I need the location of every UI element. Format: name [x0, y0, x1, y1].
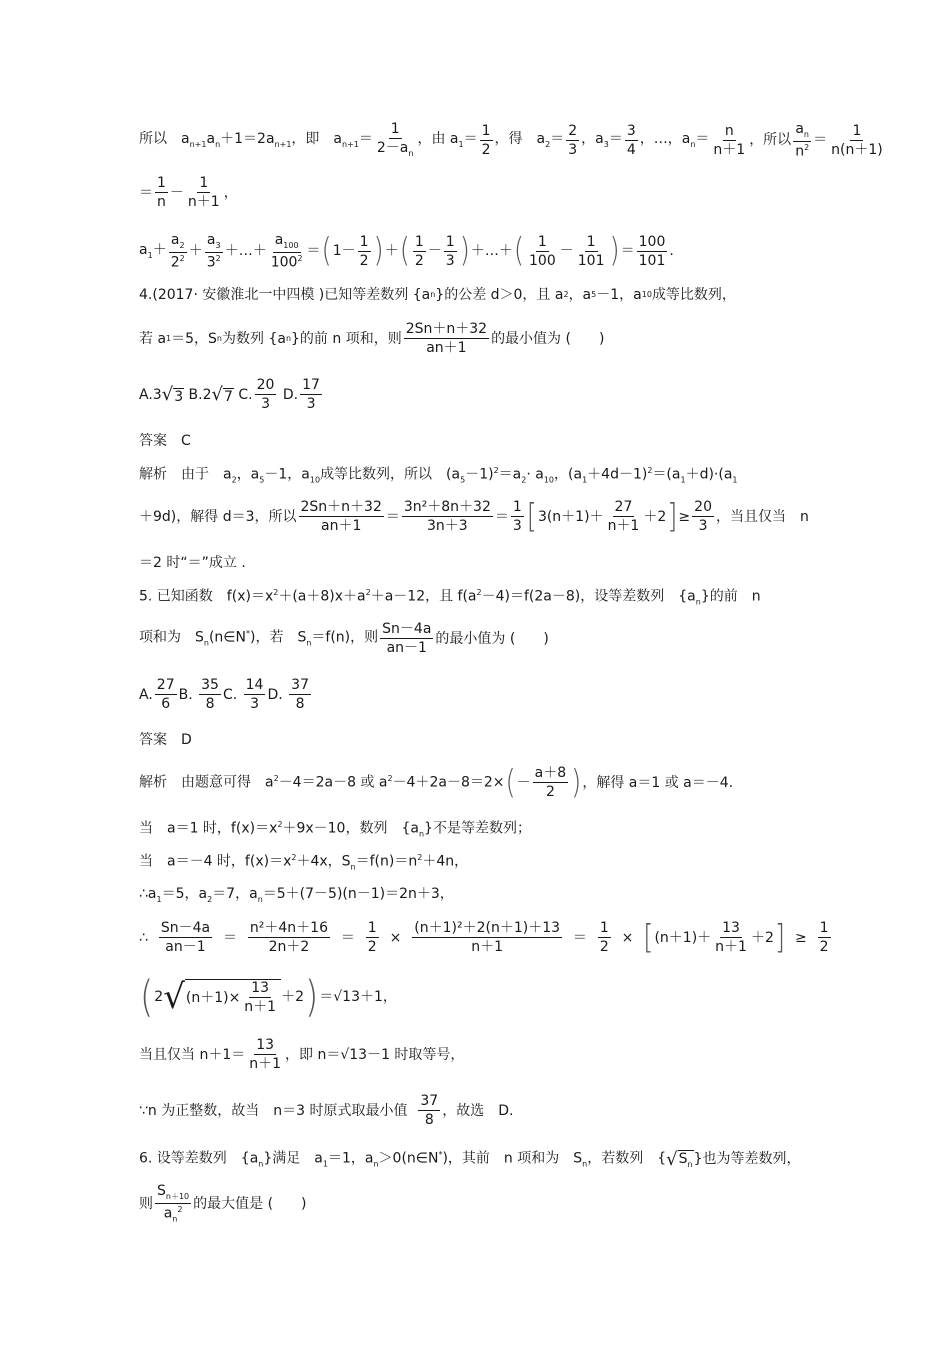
problem-5-options: A. $\frac{27}{6}$ B. $\frac{35}{8}$ C. $\frac{14}{3}$ D. $\frac{37}{8}$ [139, 677, 309, 712]
fraction: $\frac{1}{n+1}$ [187, 175, 220, 210]
fraction: $\frac{2Sn+n+32}{an+1}$ [405, 321, 488, 356]
fraction: $\frac{1}{n(n+1)}$ [831, 122, 883, 158]
problem-6-line-2: 则 $\frac{S_{n+10}}{a_n^2}$ 的最大值是 ( ) [139, 1183, 307, 1224]
problem-4-answer: 答案 C [139, 433, 191, 449]
fraction: $\frac{3}{4}$ [626, 122, 636, 158]
solution-line-1: 所以 $a_{n+1}a_n+1=2a_{n+1}$，即 $a_{n+1}=$ $\frac{1}{2-a_n}$ ，由 $a_1=$ $\frac{1}{2}$ ，得 $a_2=$ $\frac{2}{3}$ ，$a_3=$ $\frac{3}{4}$ ，…，$a_n=$ $\frac{n}{n+1}$ ，所以 $\frac{a_n}{n^2}$ ＝ $\frac{1}{n(n+1)}$ [139, 121, 883, 160]
problem-4-analysis-1: 解析 由于 $a_2$，$a_5-1$，$a_{10}$成等比数列，所以 $(a_5-1)^2=a_2\cdot a_{10}$，$(a_1+4d-1)^2=(a_1+d)\cdot(a_1$ [139, 466, 738, 485]
problem-5-analysis-1: 解析 由题意可得 $a^2-4=2a-8$ 或 $a^2-4+2a-8=2\times$ ( － $\frac{a+8}{2}$ ) ，解得 a＝1 或 a＝－4. [139, 763, 734, 802]
problem-5-line-1: 5. 已知函数 $f(x)=x^2+(a+8)x+a^2+a-12$，且 $f(a^2-4)=f(2a-8)$，设等差数列 $\{a_n\}$的前 n [139, 588, 761, 607]
problem-5-analysis-7: 当且仅当 n＋1＝ $\frac{13}{n+1}$ ，即 n＝√13－1 时取等号， [139, 1037, 465, 1072]
fraction: $\frac{1}{2-a_n}$ [376, 121, 414, 159]
problem-4-analysis-3: ＝2 时“＝”成立 . [139, 555, 246, 571]
problem-5-analysis-6: ( 2 √ (n＋1)× $\frac{13}{n+1}$ ＋2 ) ＝√13＋1， [140, 971, 397, 1022]
text: 所以 $a_{n+1}a_n+1=2a_{n+1}$，即 $a_{n+1}=$ [139, 130, 373, 149]
problem-4-analysis-2: ＋9d)，解得 d＝3，所以 $\frac{2Sn+n+32}{an+1}$ ＝ $\frac{\text{3n²＋8n＋32}}{3n+3}$ ＝ $\frac{1}{3}$ [ 3(n＋1)＋ $\frac{27}{n+1}$ ＋2 ] ≥ $\frac{20}{3}$ ，当且仅当 n [139, 497, 809, 536]
solution-line-3: $a_1+$ $\frac{a_2}{2^2}$ ＋ $\frac{a_3}{3^2}$ ＋…＋ $\frac{a_{100}}{100^2}$ ＝ ( 1－ $\frac{1}{2}$ ) ＋ ( $\frac{1}{2}$ － $\frac{1}{3}$ ) ＋…＋ ( $\frac{1}{100}$ － $\frac{1}{101}$ ) ＝ $\frac{100}{101}$ . [139, 232, 674, 271]
problem-5-analysis-2: 当 a＝1 时，$f(x)=x^2+9x-10$，数列 $\{a_n\}$不是等差数列； [139, 820, 531, 839]
problem-5-analysis-3: 当 a＝－4 时，$f(x)=x^2+4x$，$S_n=f(n)=n^2+4n$， [139, 853, 469, 872]
solution-line-2: ＝ $\frac{1}{n}$ － $\frac{1}{n+1}$ ， [139, 175, 238, 210]
problem-4-line-2: 若 a 1 ＝5，S n 为数列 {a n }的前 n 项和，则 $\frac{2Sn+n+32}{an+1}$ 的最小值为 ( ) [139, 321, 605, 356]
problem-4-options: A.3 √ 3 B.2 √ 7 C. $\frac{20}{3}$ D. $\frac{17}{3}$ [139, 377, 320, 412]
fraction: $\frac{n}{n+1}$ [713, 122, 746, 158]
fraction: $\frac{1}{n}$ [157, 175, 166, 210]
problem-5-answer: 答案 D [139, 732, 192, 748]
eq-sign: ＝ [139, 184, 153, 201]
problem-5-analysis-8: ∵n 为正整数，故当 n＝3 时原式取最小值 $\frac{37}{8}$ ，故选 D. [139, 1093, 514, 1128]
fraction: $\frac{a_n}{n^2}$ [795, 121, 810, 160]
fraction: $\frac{2}{3}$ [568, 122, 578, 158]
problem-5-analysis-4: $\therefore a_1=5$，$a_2=7$，$a_n=5+(7-5)(n-1)=2n+3$， [139, 886, 454, 904]
problem-5-line-2: 项和为 $S_n(n\in N^*)$，若 $S_n=f(n)$，则 $\frac{Sn-4a}{an-1}$ 的最小值为 ( ) [139, 621, 549, 656]
problem-6-line-1: 6. 设等差数列 $\{a_n\}$满足 $a_1=1$，$a_n>0(n\in N^*)$，其前 n 项和为 $S_n$，若数列 { √ $S_n$ }也为等差数列， [139, 1148, 801, 1170]
problem-5-analysis-5: ∴ $\frac{Sn-4a}{an-1}$ ＝ $\frac{\text{n²＋4n＋16}}{2n+2}$ ＝ $\frac{1}{2}$ × $\frac{\text{(n＋1)²＋2(n＋1)＋13}}{n+1}$ ＝ $\frac{1}{2}$ × [ (n＋1)＋ $\frac{13}{n+1}$ ＋2 ] ≥ $\frac{1}{2}$ [139, 918, 829, 957]
problem-4-line-1: 4.(2017· 安徽淮北一中四模 )已知等差数列 {a n }的公差 d＞0，且 a 2 ，a 5 －1，a 10 成等比数列， [139, 287, 736, 303]
fraction: $\frac{1}{2}$ [481, 122, 491, 158]
